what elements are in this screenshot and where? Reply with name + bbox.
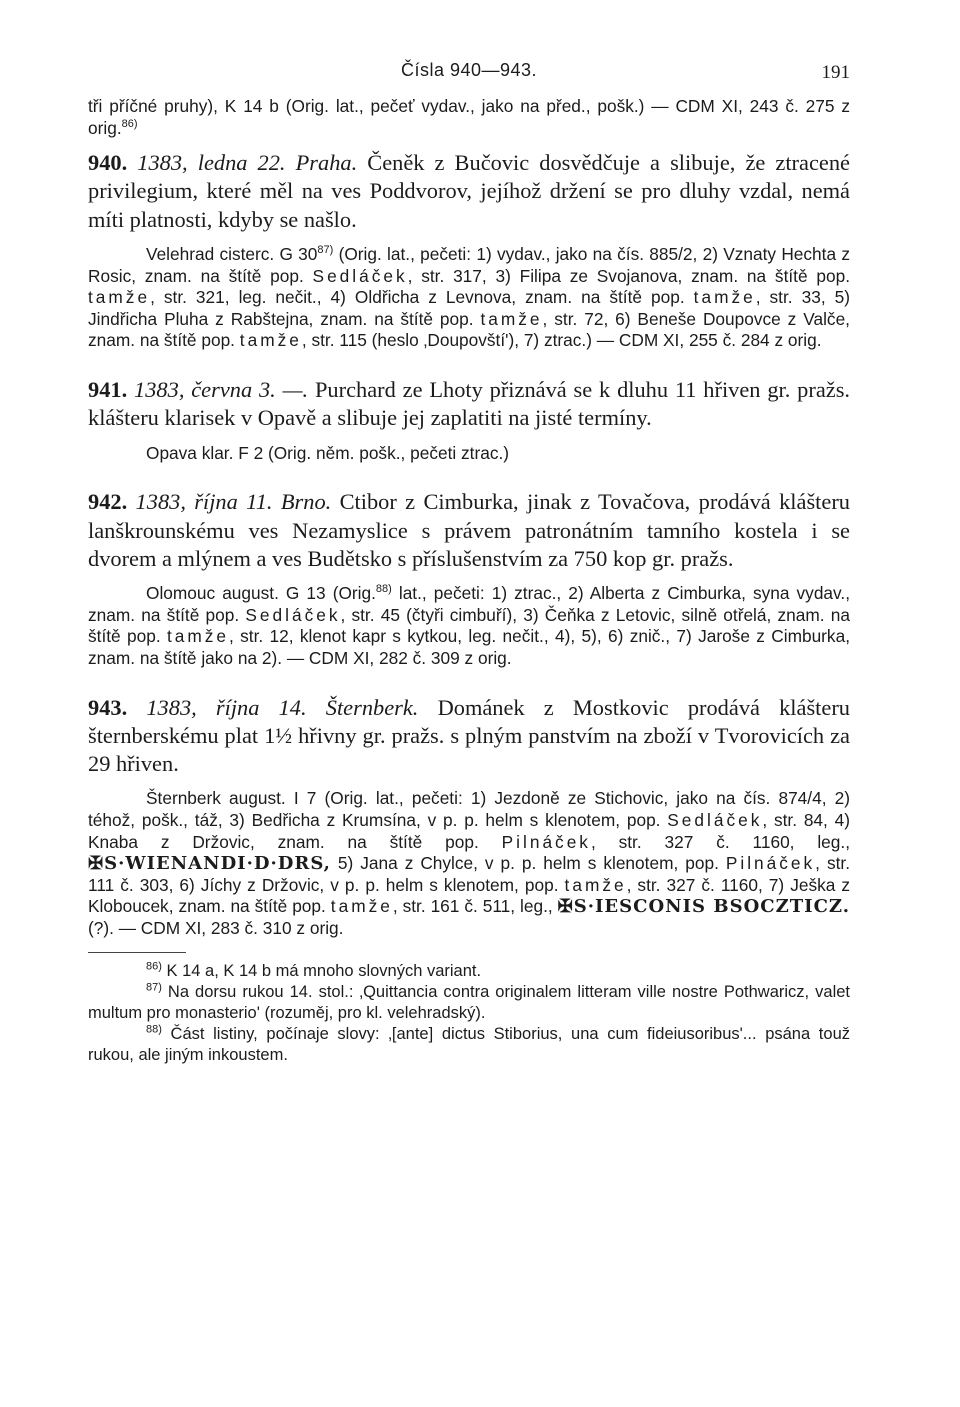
footnote <box>88 1024 850 1066</box>
note-text: Opava klar. F 2 (Orig. něm. pošk., pečeti ztrac.) <box>146 442 510 463</box>
author-name: tamže <box>330 896 393 917</box>
note-text: , str. 327 č. 1160, 7) Ješka z Kloboucek, znam. na štítě pop. <box>88 874 851 917</box>
author-name: Sedláček <box>245 604 341 625</box>
entry-archival-note <box>88 443 850 465</box>
note-text: , str. 33, 5) Jindřicha Pluha z Rabštejna, znam. na štítě pop. <box>88 287 850 329</box>
author-name: tamže <box>239 330 302 351</box>
entry-regest <box>88 694 850 779</box>
note-text: , str. 12, klenot kapr s kytkou, leg. nečit., 4), 5), 6) znič., 7) Jaroše z Cimburka, znam. na štítě jako na 2). — CDM XI, 282 č. 309 z orig. <box>88 626 850 668</box>
page-number: 191 <box>821 62 850 83</box>
footnote <box>88 961 850 982</box>
author-name: tamže <box>166 626 230 647</box>
note-text: , str. 115 (heslo ‚Doupovští'), 7) ztrac.) — CDM XI, 255 č. 284 z orig. <box>301 330 822 351</box>
entry-archival-note <box>88 788 850 939</box>
continuation-paragraph <box>88 96 850 139</box>
footnote-divider <box>88 952 186 953</box>
note-text: , str. 161 č. 511, leg., <box>392 896 558 917</box>
entry-date: 1383, října 11. Brno. <box>135 489 332 515</box>
entry-number: 940. <box>88 150 128 176</box>
entry-940 <box>88 149 850 352</box>
author-name: Sedláček <box>312 265 408 286</box>
footnote-ref: 86) <box>121 117 138 130</box>
author-name: tamže <box>480 308 543 329</box>
note-text: , str. 72, 6) Beneše Doupovce z Valče, znam. na štítě pop. <box>88 308 850 351</box>
entry-regest <box>88 376 850 433</box>
entry-date: 1383, října 14. Šternberk. <box>146 694 419 720</box>
entry-regest <box>88 149 850 234</box>
entry-number: 941. <box>88 377 128 403</box>
author-name: Pilnáček <box>725 853 816 874</box>
page-header <box>88 60 850 96</box>
author-name: tamže <box>564 874 627 895</box>
note-text: (?). — CDM XI, 283 č. 310 z orig. <box>88 917 344 938</box>
footnote-text: Na dorsu rukou 14. stol.: ‚Quittancia contra originalem litteram ville nostre Pothwaricz, valet multum pro monasterio' (rozuměj, pro kl. velehradský). <box>88 982 850 1022</box>
note-text: Šternberk august. I 7 (Orig. lat., pečeti: 1) Jezdoně ze Stichovic, jako na čís. 874/4, 2) téhož, pošk., táž, 3) Bedřicha z Krumsína, v p. p. helm s klenotem, pop. <box>88 788 850 830</box>
entry-summary: Ctibor z Cimburka, jinak z Tovačova, prodává klášteru lanškrounskému ves Nezamyslice s právem patronátním tamního kostela i se dvorem a mlýnem a ves Budětsko s příslušenstvím za 750 kop gr. pražs. <box>88 489 850 571</box>
footnote-mark: 87) <box>146 981 162 994</box>
footnote-ref: 87) <box>317 244 334 257</box>
footnote-text: K 14 a, K 14 b má mnoho slovných variant. <box>161 961 482 980</box>
continuation-text: tři příčné pruhy), K 14 b (Orig. lat., pečeť vydav., jako na před., pošk.) — CDM XI, 243 č. 275 z orig. <box>88 96 850 138</box>
note-text: Velehrad cisterc. G 30 <box>146 244 318 265</box>
author-name: tamže <box>88 287 151 308</box>
note-text: , str. 321, leg. nečit., 4) Oldřicha z Levnova, znam. na štítě pop. <box>150 287 694 308</box>
entry-date: 1383, června 3. —. <box>134 377 309 403</box>
note-text: , str. 111 č. 303, 6) Jíchy z Držovic, v p. p. helm s klenotem, pop. <box>88 853 850 895</box>
footnote <box>88 982 850 1024</box>
author-name: Sedláček <box>667 809 763 830</box>
footnote-text: Část listiny, počínaje slovy: ‚[ante] dictus Stiborius, una cum fideiusoribus'... psána touž rukou, ale jiným inkoustem. <box>88 1024 850 1064</box>
entry-archival-note <box>88 244 850 352</box>
note-text: , str. 327 č. 1160, leg., <box>590 831 850 852</box>
entry-summary: Purchard ze Lhoty přiznává se k dluhu 11 hřiven gr. pražs. klášteru klarisek v Opavě a slibuje jej zaplatiti na jisté termíny. <box>88 377 851 431</box>
note-text: , str. 84, 4) Knaba z Držovic, znam. na štítě pop. <box>88 809 850 852</box>
entry-number: 943. <box>88 694 128 720</box>
seal-legend: ✠S·WIENANDI·D·DRS, <box>88 853 331 875</box>
entry-regest <box>88 488 850 573</box>
note-text: , str. 317, 3) Filipa ze Svojanova, znam. na štítě pop. <box>407 265 851 286</box>
footnote-mark: 86) <box>146 960 162 973</box>
note-text: , str. 45 (čtyři cimbuří), 3) Čeňka z Letovic, silně otřelá, znam. na štítě pop. <box>88 604 850 647</box>
entry-date: 1383, ledna 22. Praha. <box>137 150 358 176</box>
entry-941 <box>88 376 850 464</box>
entry-summary: Dománek z Mostkovic prodává klášteru šternberskému plat 1½ hřivny gr. pražs. s plným panstvím na zboží v Tvorovicích za 29 hřiven. <box>88 694 850 777</box>
author-name: Pilnáček <box>501 831 591 852</box>
note-text: (Orig. lat., pečeti: 1) vydav., jako na čís. 885/2, 2) Vznaty Hechta z Rosic, znam. na štítě pop. <box>88 244 850 286</box>
footnote-ref: 88) <box>375 583 392 596</box>
note-text: Olomouc august. G 13 (Orig. <box>146 583 376 604</box>
note-text: lat., pečeti: 1) ztrac., 2) Alberta z Cimburka, syna vydav., znam. na štítě pop. <box>88 583 850 625</box>
entry-942 <box>88 488 850 669</box>
footnote-mark: 88) <box>146 1023 162 1036</box>
entry-number: 942. <box>88 489 128 515</box>
author-name: tamže <box>693 287 756 308</box>
note-text: 5) Jana z Chylce, v p. p. helm s klenotem, pop. <box>330 853 726 874</box>
entry-summary: Čeněk z Bučovic dosvědčuje a slibuje, že ztracené privilegium, které měl na ves Poddvorov, jejíhož držení se pro dluhy vzdal, nemá míti platnosti, kdyby se našlo. <box>88 150 850 232</box>
entry-943 <box>88 694 850 940</box>
seal-legend: ✠S·IESCONIS BSOCZTICZ. <box>557 896 850 918</box>
running-title: Čísla 940—943. <box>400 60 538 80</box>
footnotes <box>88 961 850 1066</box>
entry-archival-note <box>88 583 850 669</box>
